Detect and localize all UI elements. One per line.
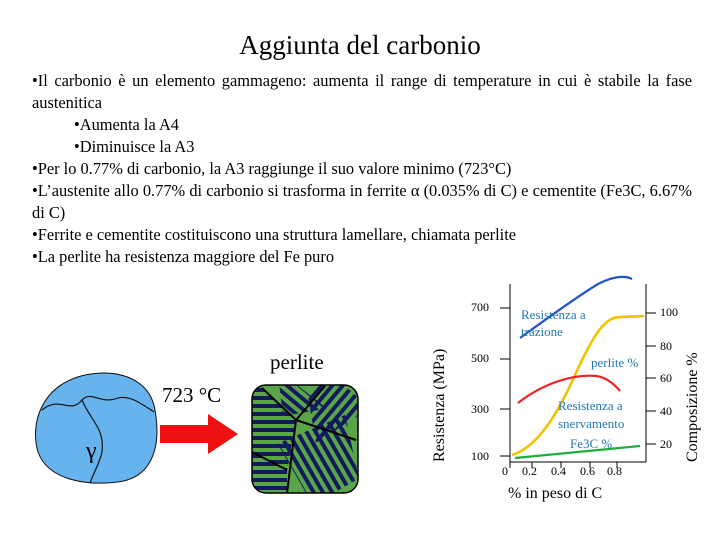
lamella xyxy=(148,502,388,506)
lamella xyxy=(148,510,388,514)
y-right-tick-label: 60 xyxy=(660,371,672,385)
x-tick-label: 0.4 xyxy=(551,464,566,478)
transformation-arrow xyxy=(160,414,238,454)
lamella xyxy=(150,532,390,536)
y-right-tick-label: 40 xyxy=(660,404,672,418)
tensile-label-line2: trazione xyxy=(521,324,563,339)
lamella xyxy=(345,308,468,518)
y-right-tick-label: 20 xyxy=(660,437,672,451)
x-tick-label: 0 xyxy=(502,464,508,478)
composition-graph xyxy=(431,277,701,502)
lamella xyxy=(150,340,390,344)
tensile-label-line1: Resistenza a xyxy=(521,307,586,322)
bullet-subitem: •Aumenta la A4 xyxy=(74,115,179,134)
lamella xyxy=(150,332,390,336)
y-right-tick-label: 80 xyxy=(660,339,672,353)
slide-title: Aggiunta del carbonio xyxy=(239,30,481,60)
y-right-tick-label: 100 xyxy=(660,305,678,319)
lamella xyxy=(148,526,388,530)
yield-label-line1: Resistenza a xyxy=(558,398,623,413)
bullet-item: •L’austenite allo 0.77% di carbonio si trasforma in ferrite α (0.035% di C) e cementite (Fe3C, 6.67% di C) xyxy=(32,181,692,222)
lamella xyxy=(150,308,390,312)
bullet-item: •Per lo 0.77% di carbonio, la A3 raggiunge il suo valore minimo (723°C) xyxy=(32,159,512,178)
lamella xyxy=(150,508,390,512)
perlite-label: perlite xyxy=(270,350,324,374)
x-tick-label: 0.2 xyxy=(522,464,537,478)
lamella xyxy=(150,316,390,320)
fe3c-curve-label: Fe3C % xyxy=(570,436,613,451)
lamella xyxy=(150,524,390,528)
perlite-curve-label: perlite % xyxy=(591,355,639,370)
bullet-subitem: •Diminuisce la A3 xyxy=(74,137,195,156)
lamella xyxy=(150,516,390,520)
y-tick-label: 300 xyxy=(471,402,489,416)
lamella xyxy=(148,518,388,522)
lamella xyxy=(352,304,475,514)
y-tick-label: 100 xyxy=(471,449,489,463)
yield-label-line2: snervamento xyxy=(558,416,625,431)
bullet-item: •La perlite ha resistenza maggiore del Fe puro xyxy=(32,247,335,266)
austenite-grain xyxy=(35,373,156,483)
temperature-label: 723 °C xyxy=(162,383,222,407)
y-tick-label: 500 xyxy=(471,351,489,365)
y-tick-label: 700 xyxy=(471,300,489,314)
x-tick-label: 0.6 xyxy=(580,464,595,478)
lamella xyxy=(148,494,388,498)
lamella xyxy=(359,300,482,510)
bullet-item: •Il carbonio è un elemento gammageno: aumenta il range di temperature in cui è stabile la fase austenitica xyxy=(32,71,692,112)
x-axis-label: % in peso di C xyxy=(508,485,603,502)
austenite-label: γ xyxy=(86,438,97,464)
bullet-item: •Ferrite e cementite costituiscono una struttura lamellare, chiamata perlite xyxy=(32,225,517,244)
lamella xyxy=(150,500,390,504)
y-right-axis-label: Composizione % xyxy=(684,352,701,462)
austenite-blob xyxy=(35,373,156,483)
x-tick-label: 0.8 xyxy=(607,464,622,478)
lamella xyxy=(150,324,390,328)
y-left-axis-label: Resistenza (MPa) xyxy=(431,348,448,462)
